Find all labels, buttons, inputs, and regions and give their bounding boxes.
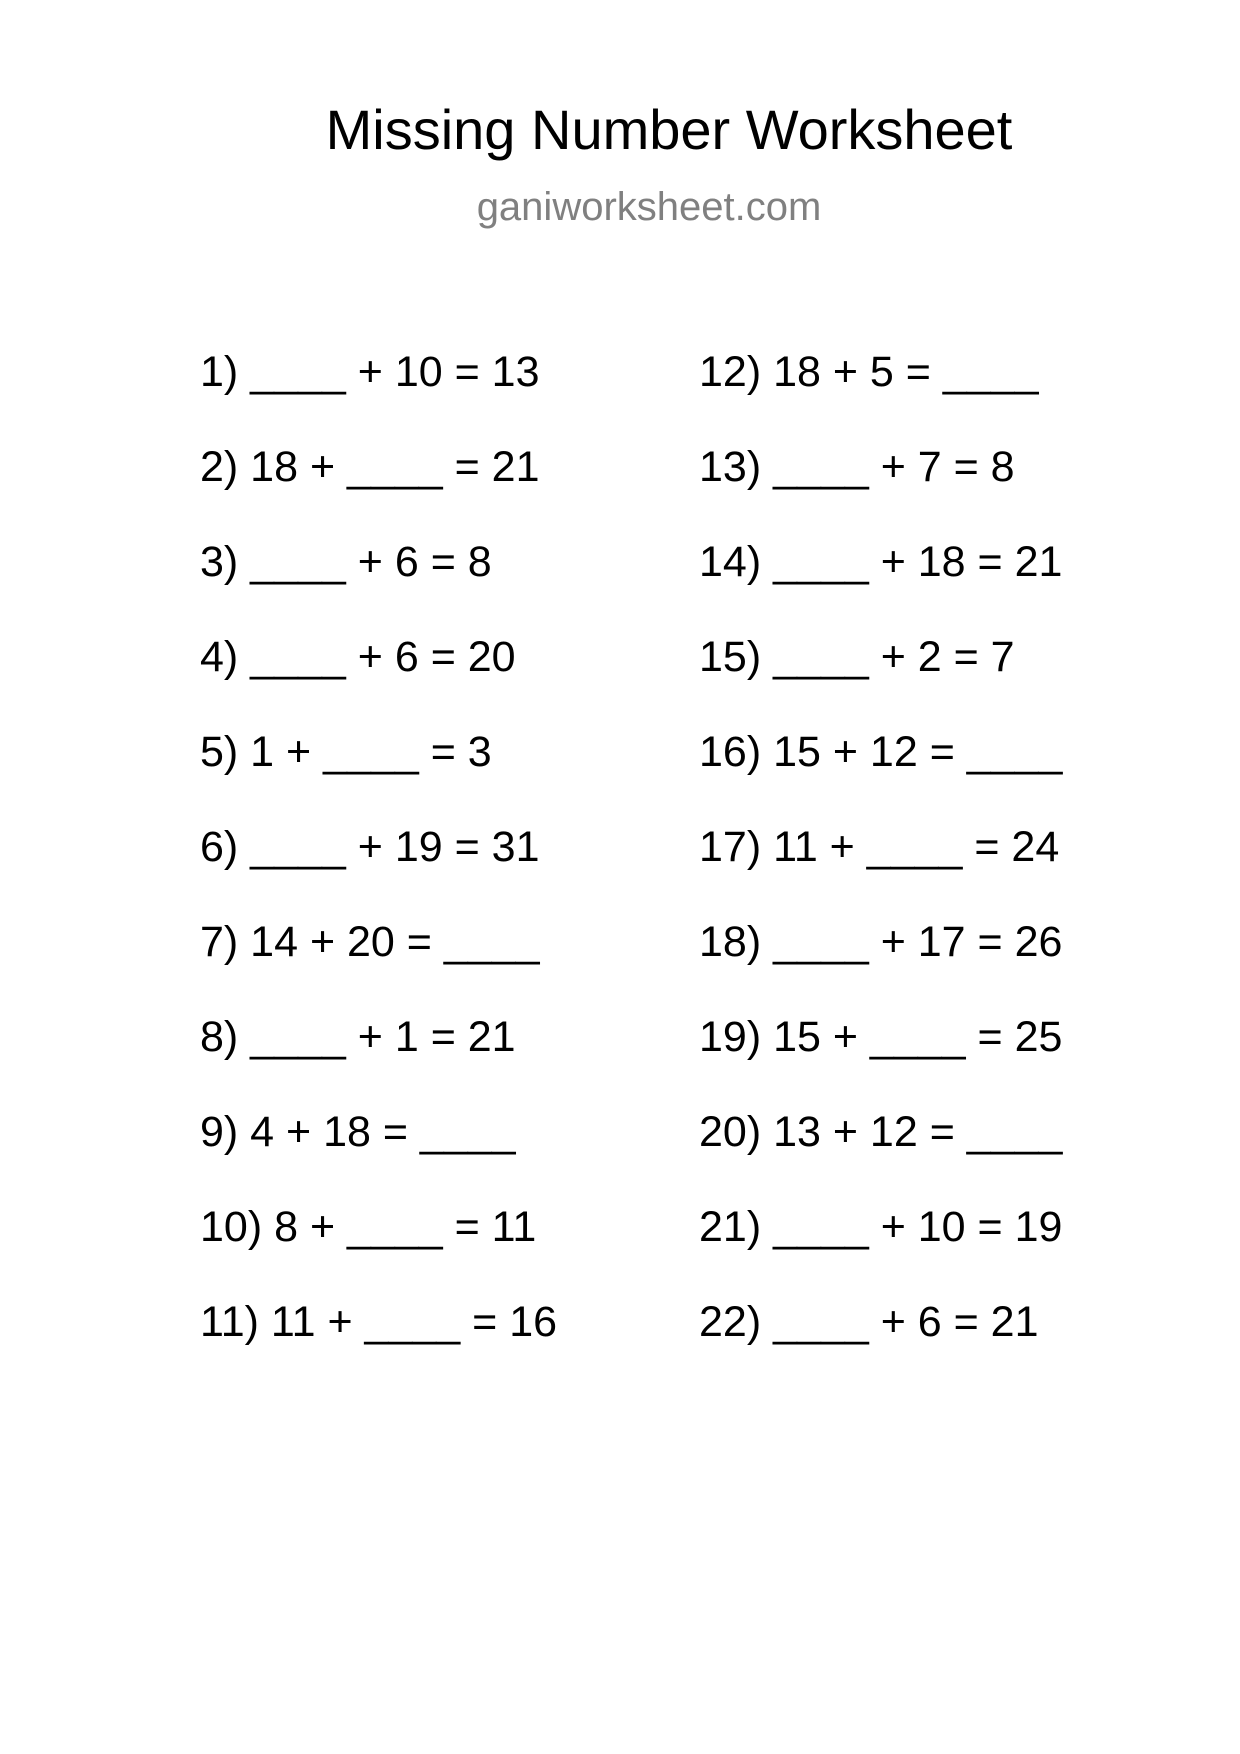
problem-19: 19) 15 + ____ = 25	[699, 1013, 1063, 1061]
problem-5: 5) 1 + ____ = 3	[200, 728, 492, 776]
website-credit: ganiworksheet.com	[476, 185, 822, 229]
problem-9: 9) 4 + 18 = ____	[200, 1108, 516, 1156]
problem-1: 1) ____ + 10 = 13	[200, 348, 540, 396]
problems-column-left	[200, 347, 557, 1392]
problem-14: 14) ____ + 18 = 21	[699, 538, 1063, 586]
problem-16: 16) 15 + 12 = ____	[699, 728, 1063, 776]
problem-7: 7) 14 + 20 = ____	[200, 918, 540, 966]
problems-column-right	[699, 347, 1062, 1392]
problem-18: 18) ____ + 17 = 26	[699, 918, 1063, 966]
page-title: Missing Number Worksheet	[325, 98, 1013, 161]
problem-10: 10) 8 + ____ = 11	[200, 1203, 537, 1251]
problem-20: 20) 13 + 12 = ____	[699, 1108, 1063, 1156]
problem-8: 8) ____ + 1 = 21	[200, 1013, 516, 1061]
problem-11: 11) 11 + ____ = 16	[200, 1298, 558, 1346]
problem-4: 4) ____ + 6 = 20	[200, 633, 516, 681]
problem-22: 22) ____ + 6 = 21	[699, 1298, 1039, 1346]
problem-15: 15) ____ + 2 = 7	[699, 633, 1015, 681]
problem-3: 3) ____ + 6 = 8	[200, 538, 492, 586]
problem-17: 17) 11 + ____ = 24	[699, 823, 1060, 871]
problem-6: 6) ____ + 19 = 31	[200, 823, 540, 871]
problem-12: 12) 18 + 5 = ____	[699, 348, 1039, 396]
problem-2: 2) 18 + ____ = 21	[200, 443, 540, 491]
problem-13: 13) ____ + 7 = 8	[699, 443, 1015, 491]
problem-21: 21) ____ + 10 = 19	[699, 1203, 1063, 1251]
